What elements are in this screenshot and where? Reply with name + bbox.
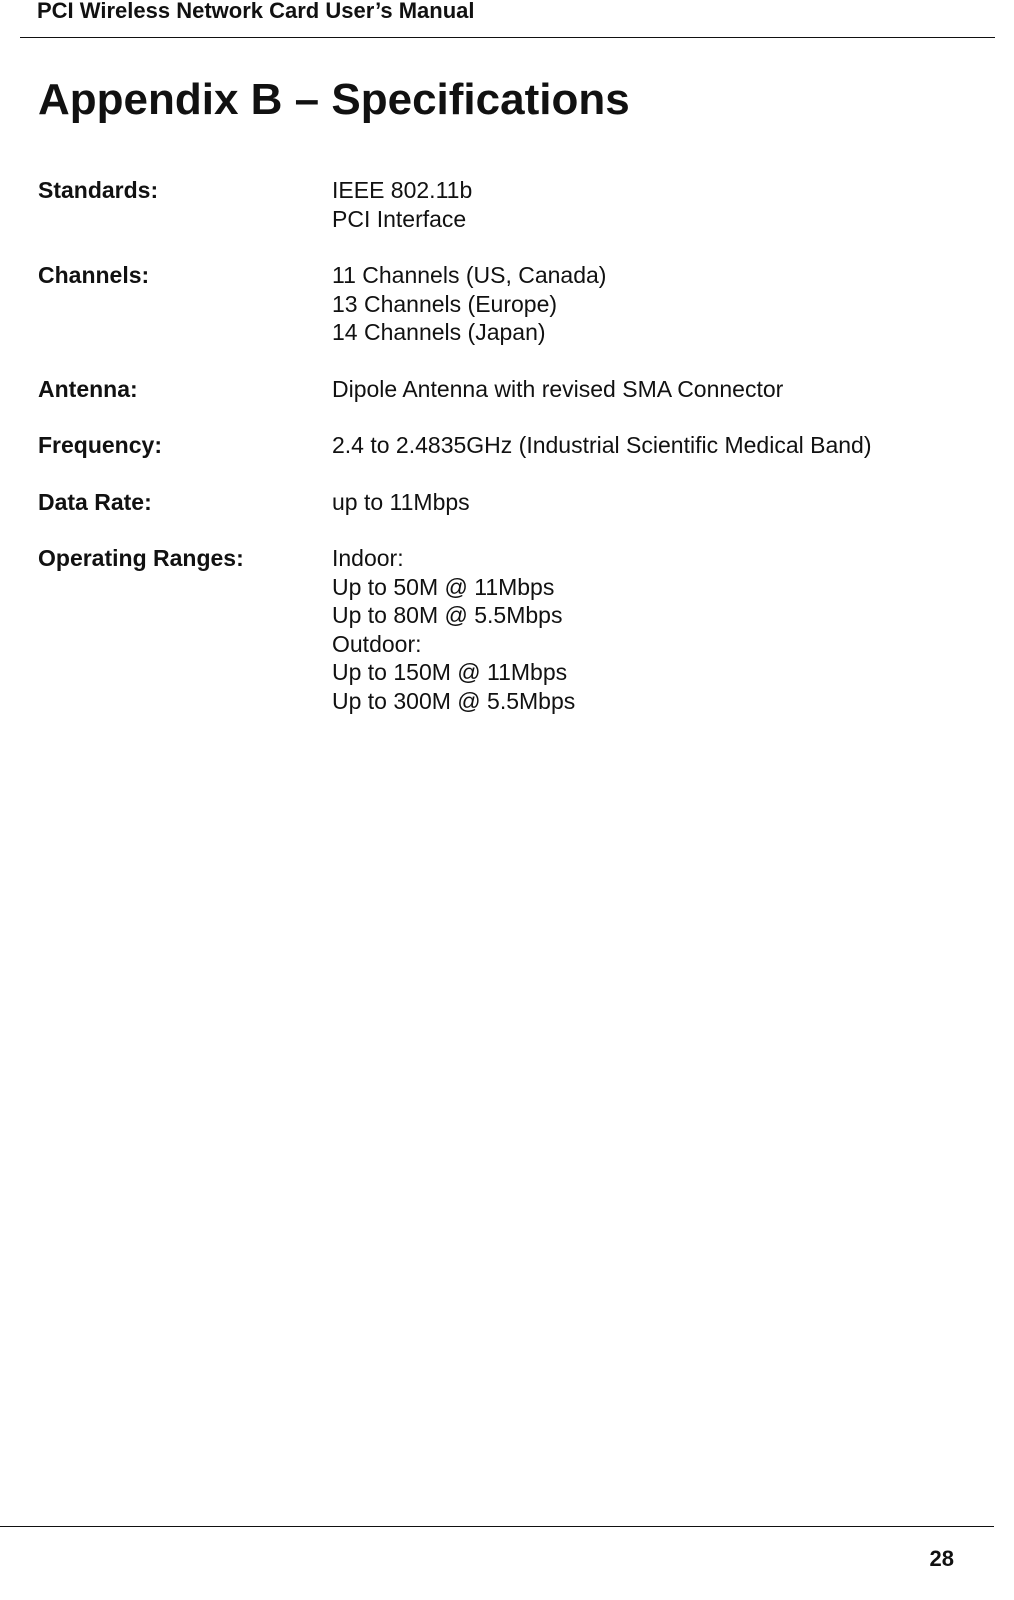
spec-row-frequency (38, 431, 978, 460)
spec-value: IEEE 802.11b (332, 177, 473, 203)
spec-value: 14 Channels (Japan) (332, 319, 546, 345)
spec-label: Channels: (38, 262, 150, 288)
spec-value: Up to 150M @ 11Mbps (332, 659, 568, 685)
spec-value: PCI Interface (332, 205, 467, 232)
running-header: PCI Wireless Network Card User’s Manual (37, 0, 475, 23)
header-rule (20, 37, 995, 38)
spec-list (38, 176, 978, 743)
spec-value: Up to 80M @ 5.5Mbps (332, 602, 563, 628)
spec-label: Operating Ranges: (38, 545, 244, 571)
spec-values (332, 488, 978, 517)
spec-value: 11 Channels (US, Canada) (332, 262, 607, 288)
spec-label: Standards: (38, 177, 159, 203)
spec-value: Outdoor: (332, 630, 422, 657)
spec-values (332, 375, 978, 404)
spec-row-antenna (38, 375, 978, 404)
spec-value: Dipole Antenna with revised SMA Connector (332, 375, 784, 402)
spec-row-channels (38, 261, 978, 347)
spec-value: Indoor: (332, 545, 404, 571)
spec-value: Up to 50M @ 11Mbps (332, 573, 555, 600)
spec-row-standards (38, 176, 978, 233)
spec-value: Up to 300M @ 5.5Mbps (332, 687, 576, 714)
spec-label: Data Rate: (38, 488, 152, 515)
page-number: 28 (929, 1546, 954, 1571)
spec-values (332, 431, 978, 460)
spec-values (332, 261, 978, 347)
spec-label: Frequency: (38, 432, 162, 458)
spec-label: Antenna: (38, 375, 138, 402)
footer-rule (0, 1526, 994, 1527)
page-title: Appendix B – Specifications (38, 75, 630, 124)
spec-values (332, 544, 978, 715)
spec-row-data-rate (38, 488, 978, 517)
spec-value: 2.4 to 2.4835GHz (Industrial Scientific Medical Band) (332, 432, 872, 458)
spec-values (332, 176, 978, 233)
spec-value: 13 Channels (Europe) (332, 290, 558, 317)
spec-row-operating-ranges (38, 544, 978, 715)
spec-value: up to 11Mbps (332, 488, 470, 515)
